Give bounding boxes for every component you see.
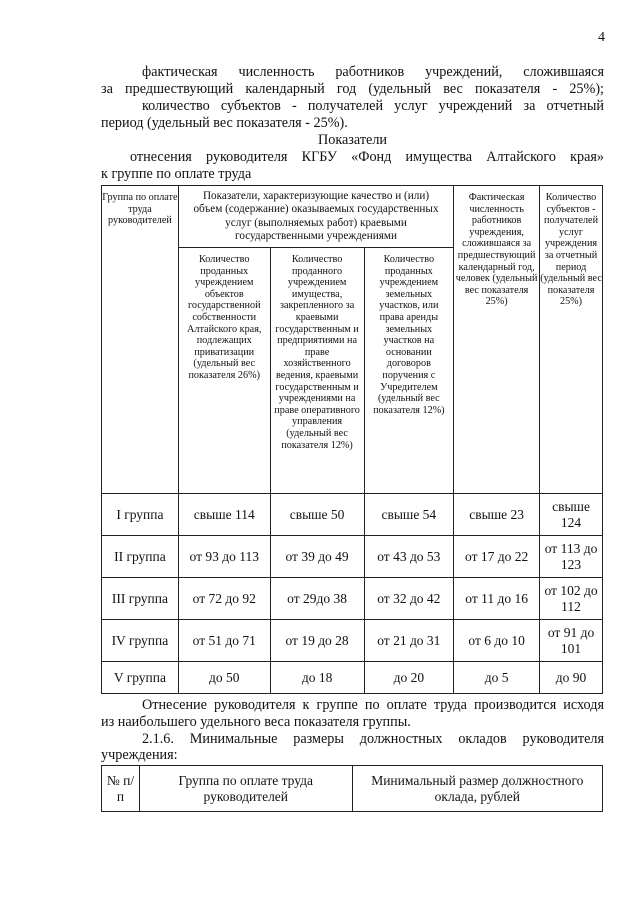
header-staff: Фактическая численность работников учреждения, сложившаяся за предшествующий календарный год, человек (удельный вес показателя 25%) — [454, 186, 540, 494]
row-group: V группа — [102, 662, 179, 694]
row-cell: от 72 до 92 — [178, 578, 270, 620]
row-cell: от 43 до 53 — [364, 536, 454, 578]
row-cell: до 5 — [454, 662, 540, 694]
heading-line-2: к группе по оплате труда — [101, 166, 252, 182]
header-group: Группа по оплате труда руководителей — [102, 186, 179, 494]
row-cell: от 93 до 113 — [178, 536, 270, 578]
row-cell: от 6 до 10 — [454, 620, 540, 662]
row-cell: от 17 до 22 — [454, 536, 540, 578]
row-cell: до 18 — [270, 662, 364, 694]
table-row — [102, 578, 603, 620]
row-cell: от 102 до 112 — [540, 578, 603, 620]
table-row — [102, 662, 603, 694]
table-row — [102, 620, 603, 662]
subheader-property: Количество проданного учреждением имущества, закрепленного за краевыми государственным и предприятиями на праве хозяйственного ведения, краевыми государственным и учреждениями на праве оперативного управления (удельный вес показателя 12%) — [270, 248, 364, 494]
table-row — [102, 494, 603, 536]
row-cell: до 50 — [178, 662, 270, 694]
row-cell: от 39 до 49 — [270, 536, 364, 578]
row-cell: от 51 до 71 — [178, 620, 270, 662]
row-cell: от 29до 38 — [270, 578, 364, 620]
after-line-1: Отнесение руководителя к группе по оплате труда производится исходя — [142, 697, 604, 713]
header-salary-group: Группа по оплате труда руководителей — [139, 766, 352, 812]
header-salary: Минимальный размер должностного оклада, рублей — [352, 766, 602, 812]
row-cell: свыше 124 — [540, 494, 603, 536]
row-cell: до 90 — [540, 662, 603, 694]
subheader-objects: Количество проданных учреждением объектов государственной собственности Алтайского края, подлежащих приватизации (удельный вес показателя 26%) — [178, 248, 270, 494]
row-cell: от 91 до 101 — [540, 620, 603, 662]
after-line-2: из наибольшего удельного веса показателя группы. — [101, 714, 411, 730]
header-subjects: Количество субъектов - получателей услуг учреждения за отчетный период (удельный вес показателя 25%) — [540, 186, 603, 494]
row-cell: от 113 до 123 — [540, 536, 603, 578]
row-cell: свыше 54 — [364, 494, 454, 536]
header-quality: Показатели, характеризующие качество и (или) объем (содержание) оказываемых государственных услуг (выполняемых работ) краевыми государственными учреждениями — [178, 186, 453, 248]
salary-table — [101, 765, 603, 812]
row-cell: свыше 23 — [454, 494, 540, 536]
row-cell: от 11 до 16 — [454, 578, 540, 620]
row-group: I группа — [102, 494, 179, 536]
after-line-3: 2.1.6. Минимальные размеры должностных окладов руководителя — [142, 731, 604, 747]
subheader-land: Количество проданных учреждением земельных участков, или права аренды земельных участков на основании договоров поручения с Учредителем (удельный вес показателя 12%) — [364, 248, 454, 494]
intro-line-3: количество субъектов - получателей услуг учреждений за отчетный — [142, 98, 604, 114]
row-cell: свыше 114 — [178, 494, 270, 536]
row-cell: от 21 до 31 — [364, 620, 454, 662]
row-group: II группа — [102, 536, 179, 578]
header-num: № п/п — [102, 766, 140, 812]
intro-line-1: фактическая численность работников учреждений, сложившаяся — [142, 64, 604, 80]
row-cell: от 32 до 42 — [364, 578, 454, 620]
intro-line-2: за предшествующий календарный год (удельный вес показателя - 25%); — [101, 81, 604, 97]
page-number: 4 — [598, 30, 605, 45]
heading-title: Показатели — [317, 132, 388, 148]
table-row — [102, 536, 603, 578]
row-cell: от 19 до 28 — [270, 620, 364, 662]
row-cell: свыше 50 — [270, 494, 364, 536]
after-line-4: учреждения: — [101, 747, 178, 763]
indicators-table — [101, 185, 603, 694]
row-group: III группа — [102, 578, 179, 620]
heading-line-1: отнесения руководителя КГБУ «Фонд имущества Алтайского края» — [130, 149, 604, 165]
row-cell: до 20 — [364, 662, 454, 694]
intro-line-4: период (удельный вес показателя - 25%). — [101, 115, 348, 131]
row-group: IV группа — [102, 620, 179, 662]
